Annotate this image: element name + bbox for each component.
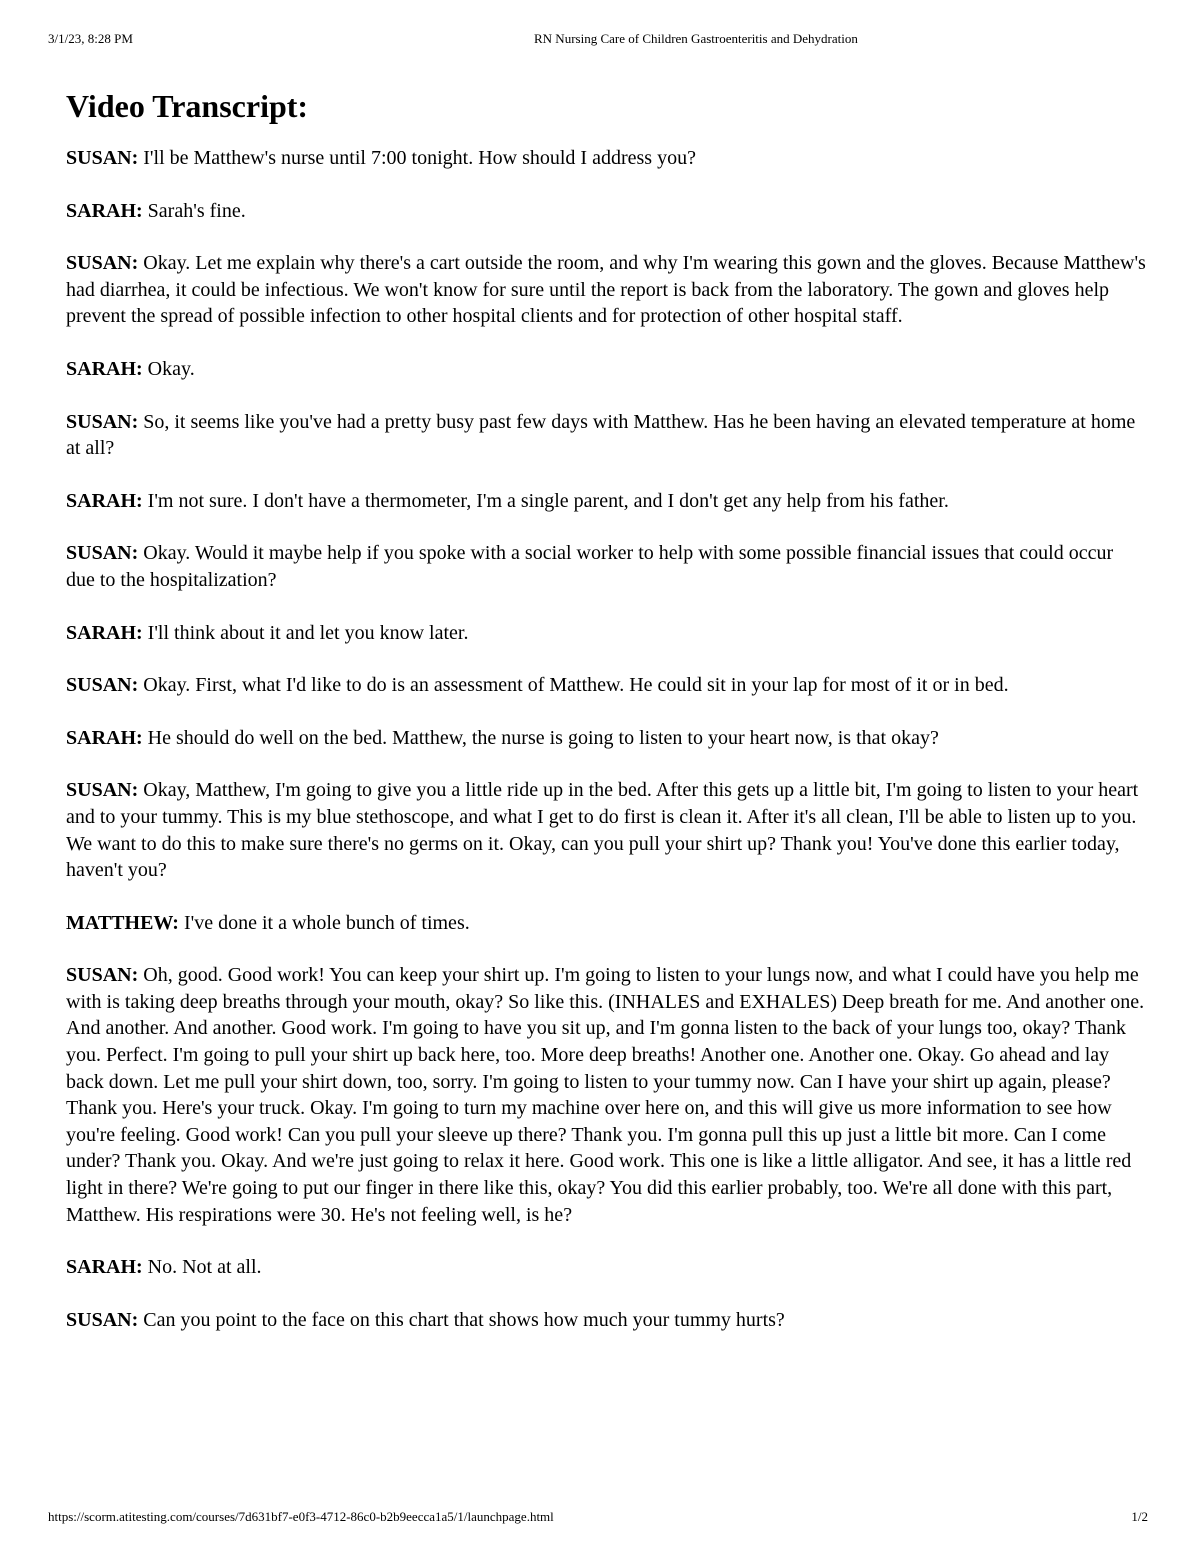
transcript-content: [66, 86, 1146, 1359]
dialogue-turn: [66, 250, 1146, 330]
dialogue-turn: [66, 409, 1146, 462]
speaker-name: SUSAN:: [66, 147, 139, 169]
speaker-name: SARAH:: [66, 621, 143, 644]
print-datetime: 3/1/23, 8:28 PM: [48, 31, 133, 46]
dialogue-text: He should do well on the bed. Matthew, the nurse is going to listen to your heart now, is that okay?: [147, 726, 939, 749]
speaker-name: SARAH:: [66, 726, 143, 749]
speaker-name: SARAH:: [66, 199, 143, 222]
dialogue-text: Sarah's fine.: [147, 199, 246, 222]
dialogue-turn: [66, 1254, 1146, 1281]
dialogue-turn: [66, 540, 1146, 593]
speaker-name: SARAH:: [66, 1256, 143, 1279]
speaker-name: SUSAN:: [66, 1308, 139, 1331]
dialogue-text: I'll think about it and let you know later.: [147, 621, 469, 644]
dialogue-text: Can you point to the face on this chart that shows how much your tummy hurts?: [143, 1308, 785, 1331]
dialogue-text: Oh, good. Good work! You can keep your shirt up. I'm going to listen to your lungs now, and what I could have you help me with is taking deep breaths through your mouth, okay? So like this. (INHALES and EXHALES) Deep breath for me. And another one. And another. And another. Good work. I'm going to have you sit up, and I'm gonna listen to the back of your lungs too, okay? Thank you. Perfect. I'm going to pull your shirt up back here, too. More deep breaths! Another one. Another one. Okay. Go ahead and lay back down. Let me pull your shirt down, too, sorry. I'm going to listen to your tummy now. Can I have your shirt up again, please? Thank you. Here's your truck. Okay. I'm going to turn my machine over here on, and this will give us more information to see how you're feeling. Good work! Can you pull your sleeve up there? Thank you. I'm gonna pull this up just a little bit more. Can I come under? Thank you. Okay. And we're just going to relax it here. Good work. This one is like a little alligator. And see, it has a little red light in there? We're going to put our finger in there like this, okay? You did this earlier probably, too. We're all done with this part, Matthew. His respirations were 30. He's not feeling well, is he?: [66, 964, 1145, 1226]
speaker-name: MATTHEW:: [66, 911, 179, 934]
speaker-name: SUSAN:: [66, 779, 139, 802]
page-url: https://scorm.atitesting.com/courses/7d631bf7-e0f3-4712-86c0-b2b9eecca1a5/1/launchpage.html: [48, 1509, 554, 1524]
page-header: [48, 31, 1152, 49]
dialogue-turn: [66, 356, 1146, 383]
dialogue-turn: [66, 198, 1146, 225]
speaker-name: SUSAN:: [66, 542, 139, 565]
page-number: 1/2: [1131, 1509, 1148, 1524]
page-footer: [48, 1509, 1148, 1527]
document-title: RN Nursing Care of Children Gastroenteritis and Dehydration: [534, 31, 858, 46]
speaker-name: SUSAN:: [66, 410, 139, 433]
dialogue-text: So, it seems like you've had a pretty busy past few days with Matthew. Has he been having an elevated temperature at home at all?: [66, 410, 1136, 460]
speaker-name: SUSAN:: [66, 964, 139, 987]
dialogue-text: Okay. Would it maybe help if you spoke with a social worker to help with some possible financial issues that could occur due to the hospitalization?: [66, 542, 1114, 591]
speaker-name: SARAH:: [66, 357, 143, 380]
speaker-name: SARAH:: [66, 489, 143, 512]
dialogue-turn: [66, 725, 1146, 752]
dialogue-text: Okay, Matthew, I'm going to give you a little ride up in the bed. After this gets up a little bit, I'm going to listen to your heart and to your tummy. This is my blue stethoscope, and what I get to do first is clean it. After it's all clean, I'll be able to listen up to you. We want to do this to make sure there's no germs on it. Okay, can you pull your shirt up? Thank you! You've done this earlier today, haven't you?: [66, 779, 1139, 882]
dialogue-turn: [66, 910, 1146, 937]
dialogue-turn: [66, 1307, 1146, 1334]
dialogue-text: I'm not sure. I don't have a thermometer, I'm a single parent, and I don't get any help from his father.: [147, 489, 949, 512]
speaker-name: SUSAN:: [66, 252, 139, 275]
dialogue-turn: [66, 672, 1146, 699]
dialogue-turn: [66, 488, 1146, 515]
dialogue-turn: [66, 145, 1146, 172]
dialogue-text: Okay. First, what I'd like to do is an assessment of Matthew. He could sit in your lap for most of it or in bed.: [143, 674, 1009, 697]
dialogue-turn: [66, 962, 1146, 1228]
dialogue-text: Okay. Let me explain why there's a cart outside the room, and why I'm wearing this gown and the gloves. Because Matthew's had diarrhea, it could be infectious. We won't know for sure until the report is back from the laboratory. The gown and gloves help prevent the spread of possible infection to other hospital clients and for protection of other hospital staff.: [66, 252, 1146, 328]
dialogue-text: I'll be Matthew's nurse until 7:00 tonight. How should I address you?: [143, 147, 696, 169]
dialogue-turn: [66, 777, 1146, 883]
dialogue-turn: [66, 620, 1146, 647]
dialogue-text: No. Not at all.: [147, 1256, 262, 1279]
dialogue-text: I've done it a whole bunch of times.: [183, 911, 470, 934]
dialogue-text: Okay.: [147, 357, 195, 380]
speaker-name: SUSAN:: [66, 674, 139, 697]
transcript-heading: Video Transcript:: [66, 88, 309, 124]
